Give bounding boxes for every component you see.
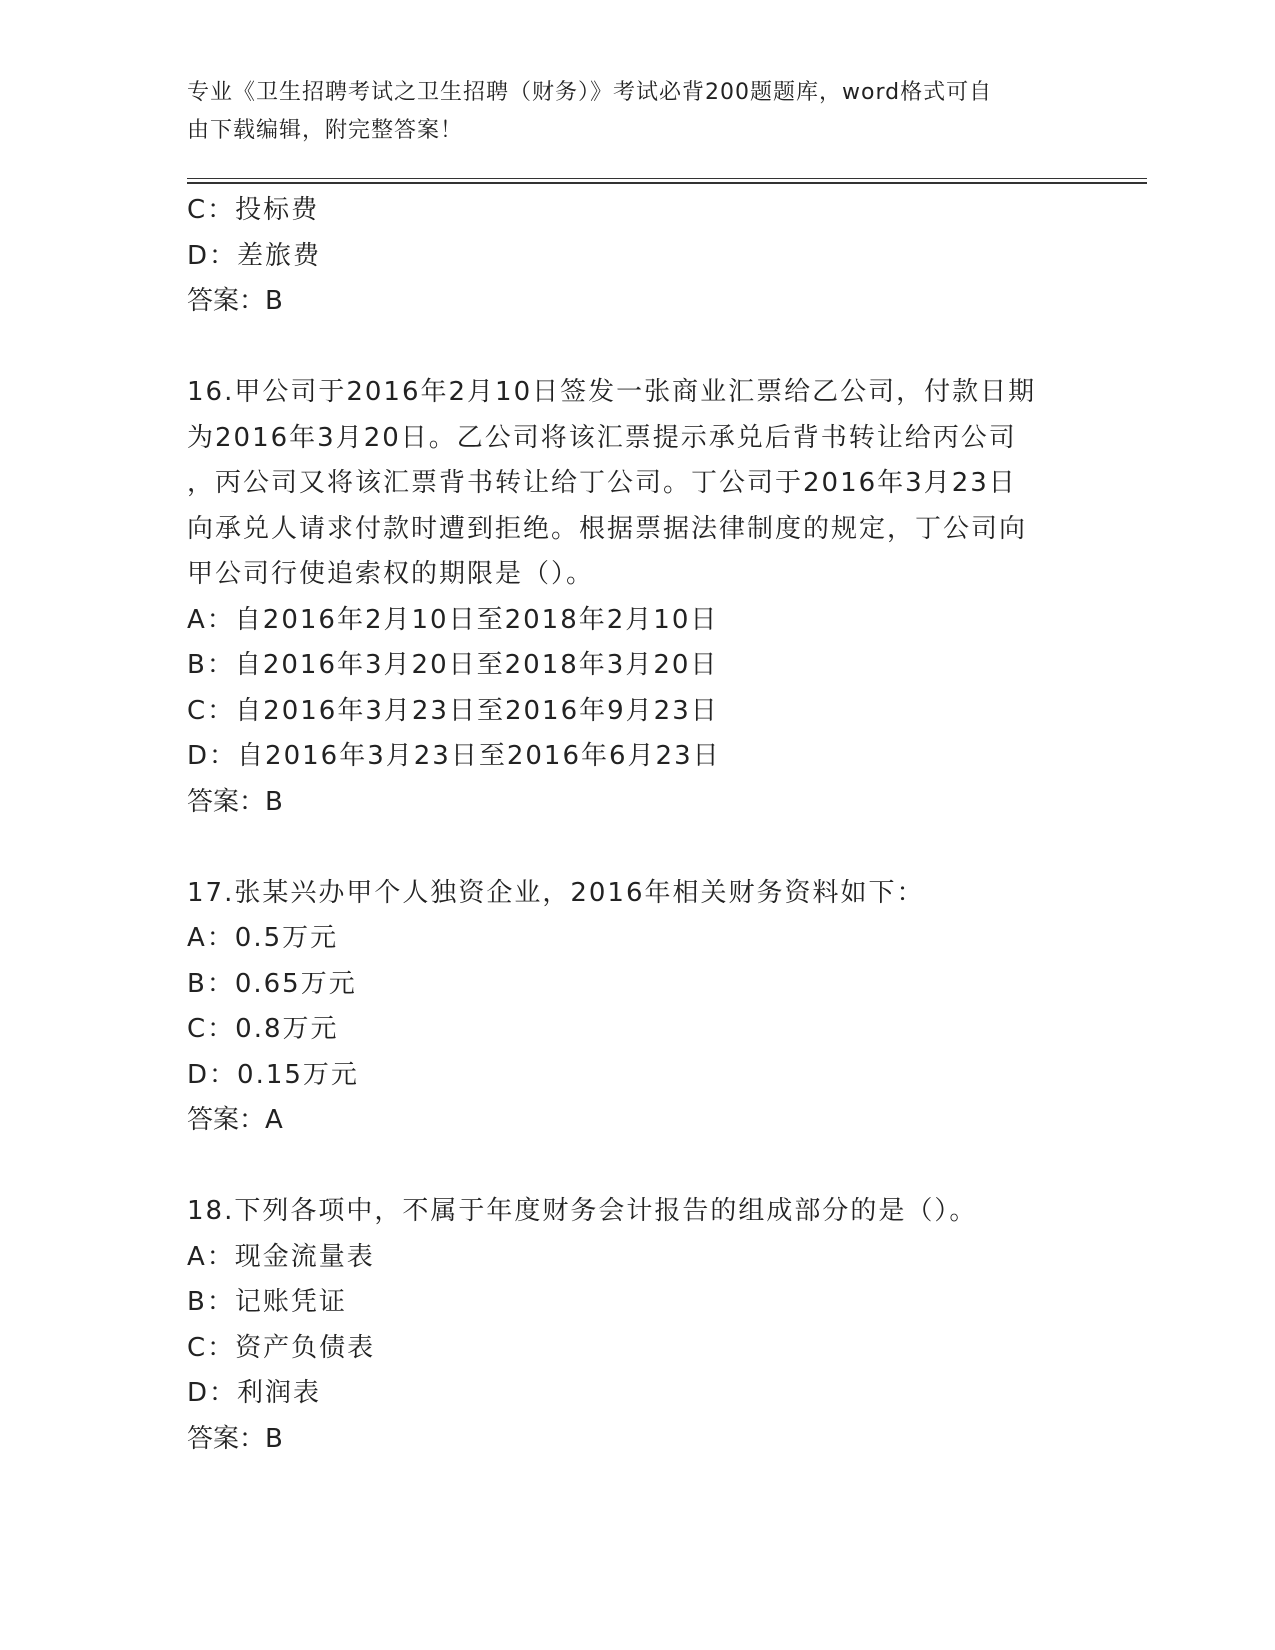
option-item: C：资产负债表 <box>187 1332 376 1363</box>
option-item: B：记账凭证 <box>187 1287 347 1317</box>
question-text-line: 16.甲公司于2016年2月10日签发一张商业汇票给乙公司，付款日期 <box>187 377 1037 407</box>
question-text-line: ，丙公司又将该汇票背书转让给丁公司。丁公司于2016年3月23日 <box>187 468 1017 498</box>
option-item: C：0.8万元 <box>187 1014 339 1044</box>
option-item: D：自2016年3月23日至2016年6月23日 <box>187 741 721 771</box>
spacer <box>187 1144 1087 1190</box>
option-item: D：差旅费 <box>187 240 322 271</box>
option-item: B：0.65万元 <box>187 968 357 999</box>
carry-over-block <box>187 188 1087 325</box>
question-text-line: 18.下列各项中，不属于年度财务会计报告的组成部分的是（）。 <box>187 1196 978 1226</box>
answer-line: 答案：B <box>187 1423 283 1454</box>
answer-line: 答案：B <box>187 286 283 316</box>
document-header <box>187 74 1067 150</box>
option-item: C：投标费 <box>187 195 320 225</box>
question-18 <box>187 1189 1087 1462</box>
question-text-line: 向承兑人请求付款时遭到拒绝。根据票据法律制度的规定，丁公司向 <box>187 513 1028 544</box>
question-text-line: 甲公司行使追索权的期限是（）。 <box>187 559 595 589</box>
spacer <box>187 825 1087 871</box>
header-divider-thick <box>187 182 1147 184</box>
header-line-2: 由下载编辑，附完整答案！ <box>187 118 464 143</box>
question-list <box>187 188 1087 1462</box>
option-item: A：自2016年2月10日至2018年2月10日 <box>187 604 719 635</box>
answer-line: 答案：B <box>187 786 283 817</box>
question-16 <box>187 370 1087 825</box>
header-divider-thin <box>187 178 1147 179</box>
answer-line: 答案：A <box>187 1105 283 1135</box>
option-item: D：0.15万元 <box>187 1059 359 1090</box>
question-text-line: 17.张某兴办甲个人独资企业，2016年相关财务资料如下： <box>187 877 925 908</box>
option-item: B：自2016年3月20日至2018年3月20日 <box>187 650 719 680</box>
spacer <box>187 325 1087 371</box>
header-line-1: 专业《卫生招聘考试之卫生招聘（财务）》考试必背200题题库，word格式可自 <box>187 80 993 105</box>
question-text-line: 为2016年3月20日。乙公司将该汇票提示承兑后背书转让给丙公司 <box>187 422 1017 453</box>
option-item: D：利润表 <box>187 1378 322 1408</box>
option-item: C：自2016年3月23日至2016年9月23日 <box>187 695 719 726</box>
option-item: A：0.5万元 <box>187 923 339 953</box>
option-item: A：现金流量表 <box>187 1241 375 1272</box>
question-17 <box>187 871 1087 1144</box>
